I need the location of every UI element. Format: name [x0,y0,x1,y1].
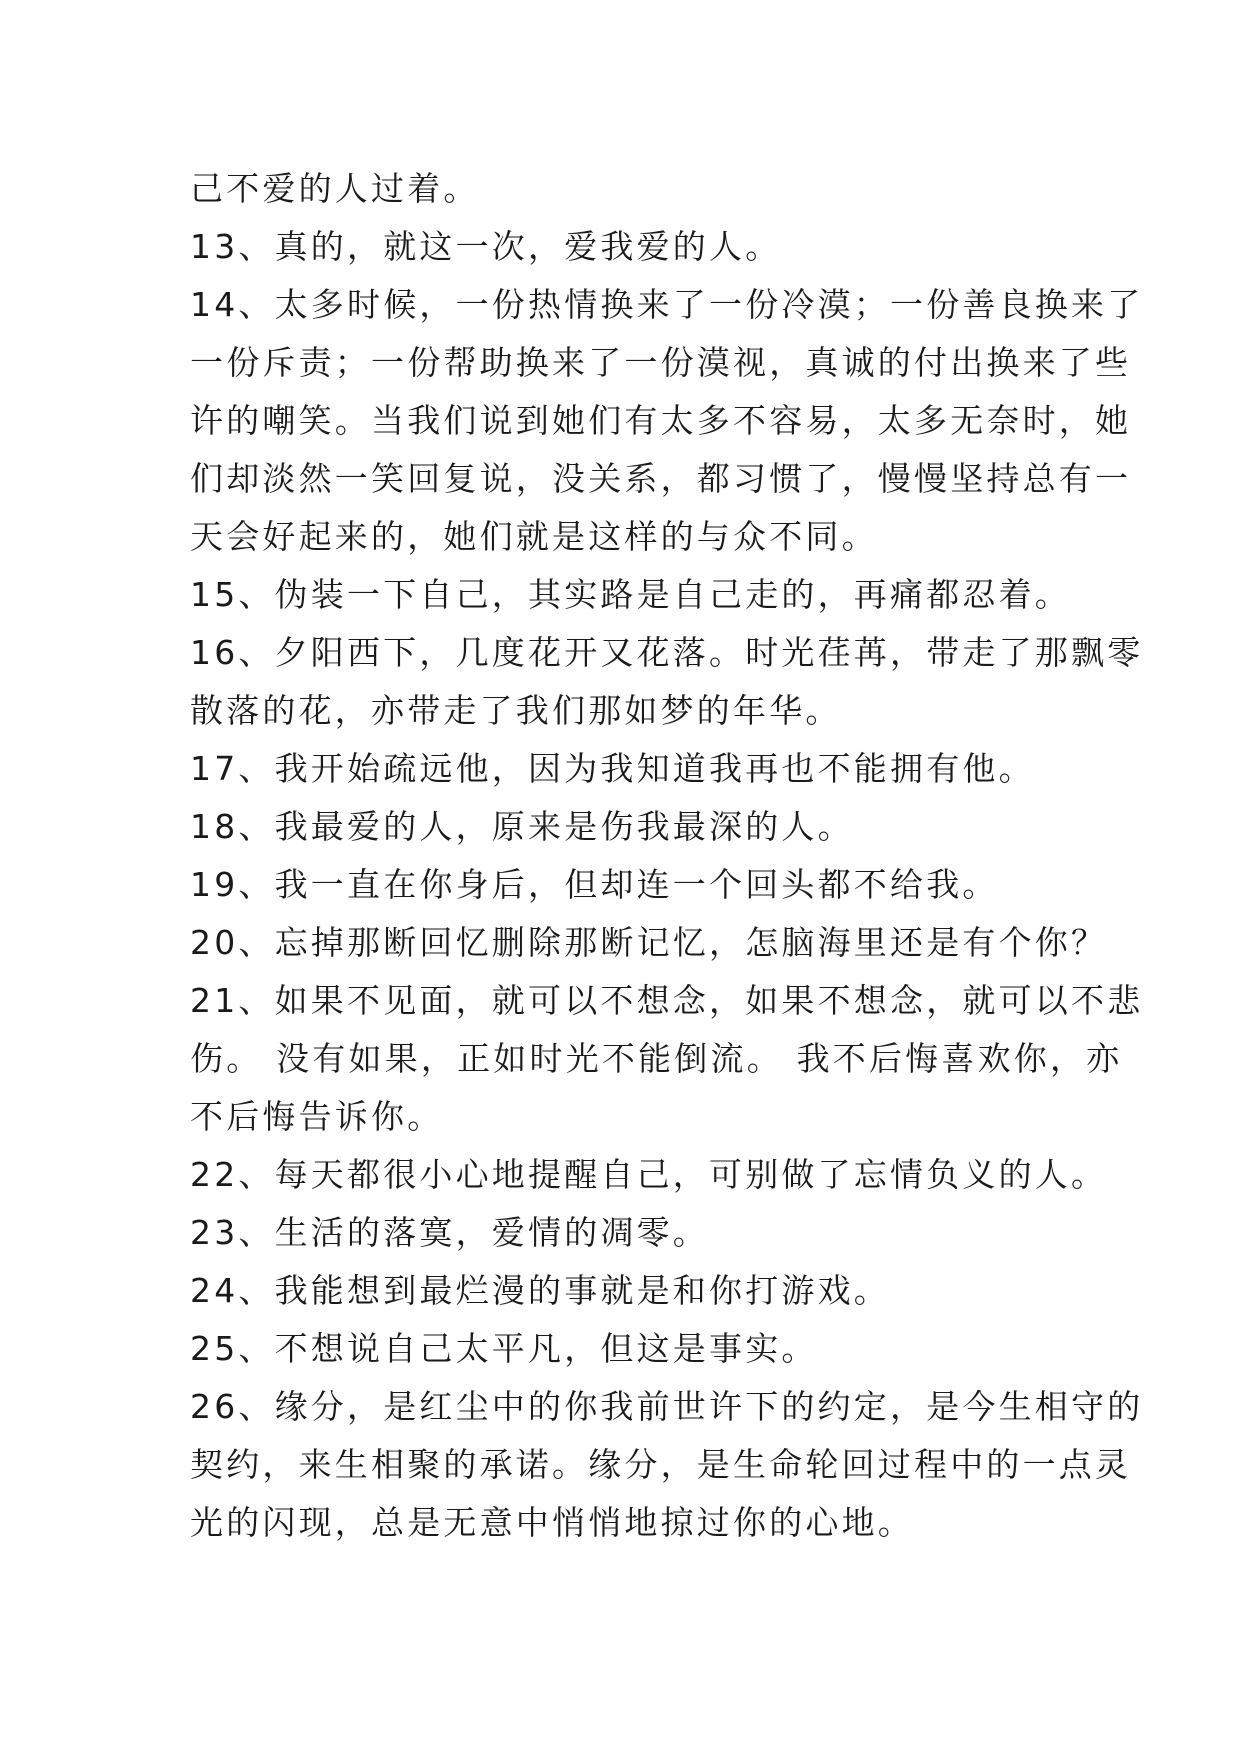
text-line: 散落的花，亦带走了我们那如梦的年华。 [190,691,842,730]
text-line: 一份斥责；一份帮助换来了一份漠视，真诚的付出换来了些 [190,343,1132,382]
text-line: 20、忘掉那断回忆删除那断记忆，怎脑海里还是有个你？ [190,923,1108,962]
text-line: 26、缘分，是红尘中的你我前世许下的约定，是今生相守的 [190,1387,1144,1426]
text-line: 24、我能想到最烂漫的事就是和你打游戏。 [190,1271,890,1310]
text-line: 契约，来生相聚的承诺。缘分，是生命轮回过程中的一点灵 [190,1445,1132,1484]
text-line: 许的嘲笑。当我们说到她们有太多不容易，太多无奈时，她 [190,401,1132,440]
text-line: 23、生活的落寞，爱情的凋零。 [190,1213,709,1252]
document-body [190,160,1144,1552]
text-line: 己不爱的人过着。 [190,169,480,208]
text-line: 16、夕阳西下，几度花开又花落。时光荏苒，带走了那飘零 [190,633,1144,672]
text-line: 不后悔告诉你。 [190,1097,444,1136]
text-line: 25、不想说自己太平凡，但这是事实。 [190,1329,818,1368]
text-line: 们却淡然一笑回复说，没关系，都习惯了，慢慢坚持总有一 [190,459,1132,498]
text-line: 天会好起来的，她们就是这样的与众不同。 [190,517,878,556]
text-line: 18、我最爱的人，原来是伤我最深的人。 [190,807,854,846]
text-line: 伤。 没有如果，正如时光不能倒流。 我不后悔喜欢你，亦 [190,1039,1123,1078]
text-line: 光的闪现，总是无意中悄悄地掠过你的心地。 [190,1503,914,1542]
text-line: 19、我一直在你身后，但却连一个回头都不给我。 [190,865,999,904]
text-line: 15、伪装一下自己，其实路是自己走的，再痛都忍着。 [190,575,1071,614]
text-line: 14、太多时候，一份热情换来了一份冷漠；一份善良换来了 [190,285,1144,324]
text-line: 21、如果不见面，就可以不想念，如果不想念，就可以不悲 [190,981,1144,1020]
text-line: 13、真的，就这一次，爱我爱的人。 [190,227,782,266]
text-line: 17、我开始疏远他，因为我知道我再也不能拥有他。 [190,749,1035,788]
text-line: 22、每天都很小心地提醒自己，可别做了忘情负义的人。 [190,1155,1108,1194]
